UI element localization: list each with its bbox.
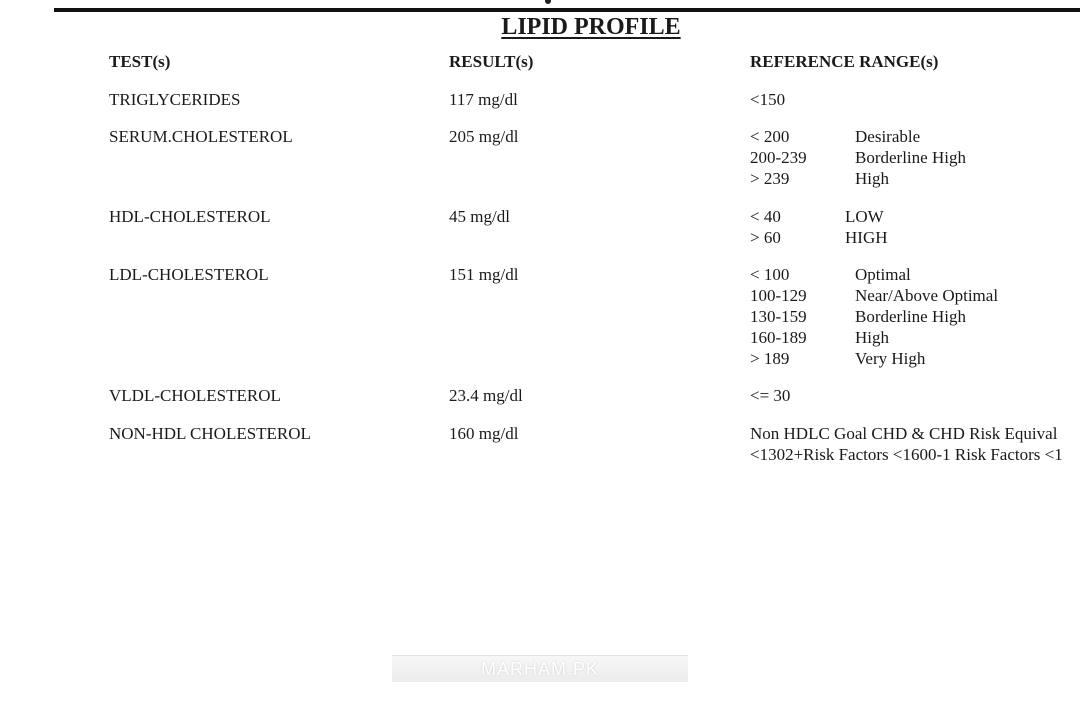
reference-line [750, 206, 888, 227]
range-value: <= 30 [750, 386, 791, 405]
range-label: Borderline High [855, 307, 966, 326]
reference-line [750, 147, 966, 168]
range-value: 200-239 [750, 148, 807, 167]
reference-line [750, 285, 998, 306]
range-label: LOW [845, 207, 884, 226]
test-result: 205 mg/dl [449, 127, 519, 146]
reference-line [750, 168, 966, 189]
range-value: 100-129 [750, 286, 807, 305]
range-value: > 239 [750, 169, 790, 188]
reference-line [750, 327, 998, 348]
reference-line [750, 227, 888, 248]
range-value: < 200 [750, 127, 790, 146]
header-test: TEST(s) [109, 52, 171, 71]
test-name: TRIGLYCERIDES [109, 90, 241, 109]
reference-line: <1302+Risk Factors <1600-1 Risk Factors <1 [750, 445, 1063, 464]
test-result: 117 mg/dl [449, 90, 518, 109]
range-value: > 189 [750, 349, 790, 368]
test-name: LDL-CHOLESTEROL [109, 265, 269, 284]
range-value: > 60 [750, 228, 781, 247]
test-result: 23.4 mg/dl [449, 386, 523, 405]
range-value: < 40 [750, 207, 781, 226]
range-label: Borderline High [855, 148, 966, 167]
test-result: 160 mg/dl [449, 424, 519, 443]
reference-line [750, 126, 966, 147]
reference-line [750, 89, 785, 110]
reference-line [750, 264, 998, 285]
range-label: Optimal [855, 265, 911, 284]
test-name: NON-HDL CHOLESTEROL [109, 424, 311, 443]
reference-range [750, 264, 998, 369]
range-value: 160-189 [750, 328, 807, 347]
test-name: HDL-CHOLESTEROL [109, 207, 271, 226]
range-label: High [855, 328, 889, 347]
test-result: 151 mg/dl [449, 265, 519, 284]
watermark-text: MARHAM.PK [480, 658, 599, 679]
reference-line: Non HDLC Goal CHD & CHD Risk Equival [750, 424, 1058, 443]
page-edge-mark [545, 0, 551, 4]
test-name: VLDL-CHOLESTEROL [109, 386, 281, 405]
reference-range [750, 385, 790, 406]
range-label: Desirable [855, 127, 921, 146]
range-label: HIGH [845, 228, 888, 247]
range-value: <150 [750, 90, 786, 109]
test-result: 45 mg/dl [449, 207, 510, 226]
header-reference: REFERENCE RANGE(s) [750, 52, 939, 71]
reference-range [750, 126, 966, 189]
reference-range [750, 89, 785, 110]
test-name: SERUM.CHOLESTEROL [109, 127, 293, 146]
reference-line [750, 348, 998, 369]
reference-range [750, 206, 888, 248]
range-value: < 100 [750, 265, 790, 284]
range-label: Very High [855, 349, 926, 368]
report-title: LIPID PROFILE [501, 14, 681, 40]
range-label: Near/Above Optimal [855, 286, 999, 305]
header-result: RESULT(s) [449, 52, 534, 71]
range-value: 130-159 [750, 307, 807, 326]
watermark [392, 655, 688, 682]
range-label: High [855, 169, 889, 188]
reference-range [750, 423, 1063, 465]
reference-line [750, 385, 790, 406]
reference-line [750, 306, 998, 327]
